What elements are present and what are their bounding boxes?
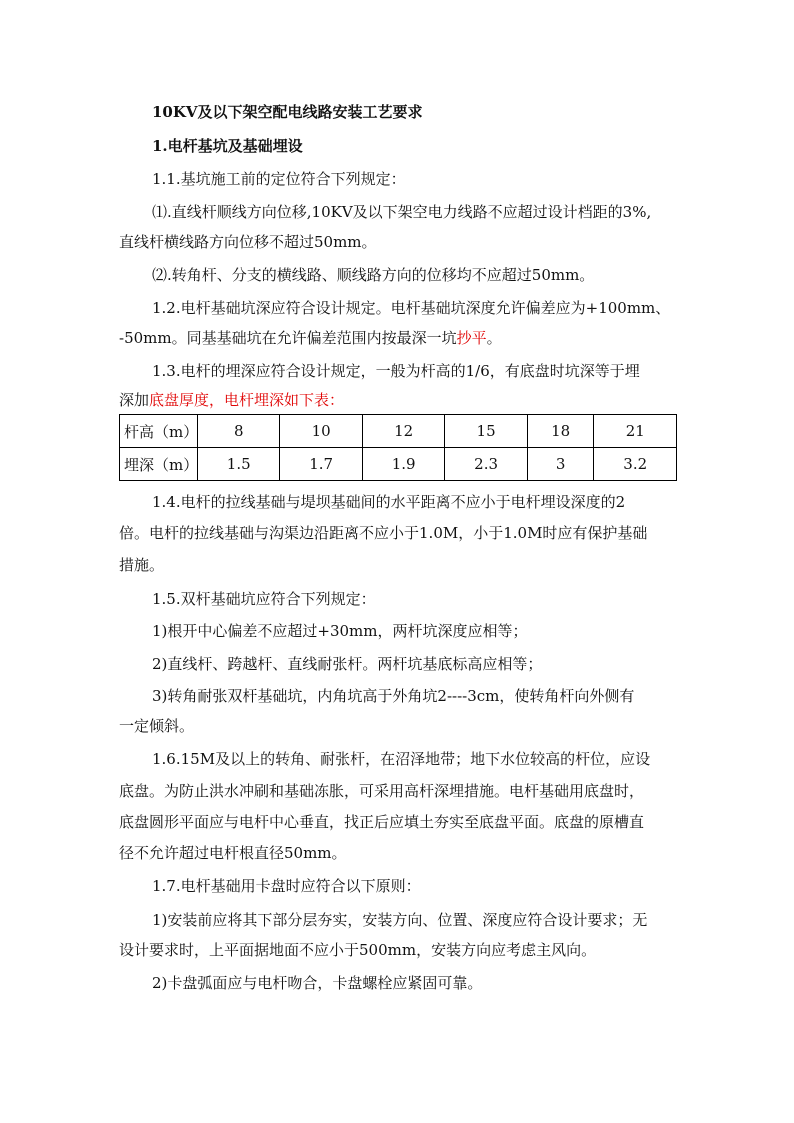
paragraph-1-7: 1.7.电杆基础用卡盘时应符合以下原则： (152, 877, 421, 895)
table-cell: 10 (280, 415, 362, 448)
paragraph-1-5-item2: 2)直线杆、跨越杆、直线耐张杆。两杆坑基底标高应相等； (152, 655, 543, 673)
paragraph-1-2-text: -50mm。同基基础坑在允许偏差范围内按最深一坑 (119, 329, 457, 347)
table-row (120, 415, 677, 448)
paragraph-1-7-item1-line2: 设计要求时，上平面据地面不应小于500mm，安装方向应考虑主风向。 (119, 941, 597, 959)
paragraph-1-1-b: ⑵.转角杆、分支的横线路、顺线路方向的位移均不应超过50mm。 (152, 266, 595, 284)
paragraph-1-5-item1: 1)根开中心偏差不应超过+30mm，两杆坑深度应相等； (152, 622, 528, 640)
table-cell: 1.9 (362, 448, 444, 481)
paragraph-1-2-line2 (119, 328, 502, 348)
paragraph-1-4-line2: 倍。电杆的拉线基础与沟渠边沿距离不应小于1.0M，小于1.0M时应有保护基础 (119, 524, 648, 542)
paragraph-1-2-end: 。 (486, 329, 502, 347)
table-cell: 3 (527, 448, 594, 481)
table-cell: 15 (445, 415, 527, 448)
paragraph-1-3-line2 (119, 390, 344, 410)
paragraph-1-1-a-line1: ⑴.直线杆顺线方向位移,10KV及以下架空电力线路不应超过设计档距的3%, (152, 203, 652, 221)
paragraph-1-6-line1: 1.6.15M及以上的转角、耐张杆，在沼泽地带；地下水位较高的杆位，应设 (152, 750, 651, 768)
table-cell: 1.5 (198, 448, 280, 481)
paragraph-1-4-line3: 措施。 (119, 556, 165, 574)
paragraph-1-6-line3: 底盘圆形平面应与电杆中心垂直，找正后应填土夯实至底盘平面。底盘的原槽直 (119, 813, 645, 831)
paragraph-1-6-line4: 径不允许超过电杆根直径50mm。 (119, 844, 347, 862)
table-cell: 18 (527, 415, 594, 448)
highlight-text: 底盘厚度，电杆埋深如下表： (149, 391, 345, 409)
table-cell: 8 (198, 415, 280, 448)
table-cell: 3.2 (594, 448, 677, 481)
document-title: 10KV及以下架空配电线路安装工艺要求 (152, 103, 423, 121)
paragraph-1-1: 1.1.基坑施工前的定位符合下列规定： (152, 170, 406, 188)
table-cell: 21 (594, 415, 677, 448)
table-row-label: 埋深（m） (120, 448, 198, 481)
table-row (120, 448, 677, 481)
paragraph-1-5: 1.5.双杆基础坑应符合下列规定： (152, 590, 376, 608)
table-cell: 2.3 (445, 448, 527, 481)
paragraph-1-5-item3-line1: 3)转角耐张双杆基础坑，内角坑高于外角坑2----3cm，使转角杆向外侧有 (152, 687, 635, 705)
paragraph-1-5-item3-line2: 一定倾斜。 (119, 717, 195, 735)
paragraph-1-2-line1: 1.2.电杆基础坑深应符合设计规定。电杆基础坑深度允许偏差应为+100mm、 (152, 299, 671, 317)
paragraph-1-1-a-line2: 直线杆横线路方向位移不超过50mm。 (119, 233, 377, 251)
paragraph-1-7-item1-line1: 1)安装前应将其下部分层夯实，安装方向、位置、深度应符合设计要求；无 (152, 911, 648, 929)
paragraph-1-4-line1: 1.4.电杆的拉线基础与堤坝基础间的水平距离不应小于电杆埋设深度的2 (152, 493, 626, 511)
table-row-label: 杆高（m） (120, 415, 198, 448)
burial-depth-table (119, 414, 677, 481)
paragraph-1-7-item2: 2)卡盘弧面应与电杆吻合，卡盘螺栓应紧固可靠。 (152, 974, 483, 992)
paragraph-1-3-line1: 1.3.电杆的埋深应符合设计规定，一般为杆高的1/6，有底盘时坑深等于埋 (152, 362, 640, 380)
table-cell: 1.7 (280, 448, 362, 481)
highlight-text: 抄平 (456, 329, 487, 347)
paragraph-1-3-text: 深加 (119, 391, 150, 409)
table-cell: 12 (362, 415, 444, 448)
section-heading: 1.电杆基坑及基础埋设 (152, 137, 303, 155)
paragraph-1-6-line2: 底盘。为防止洪水冲刷和基础冻胀，可采用高杆深埋措施。电杆基础用底盘时， (119, 782, 645, 800)
